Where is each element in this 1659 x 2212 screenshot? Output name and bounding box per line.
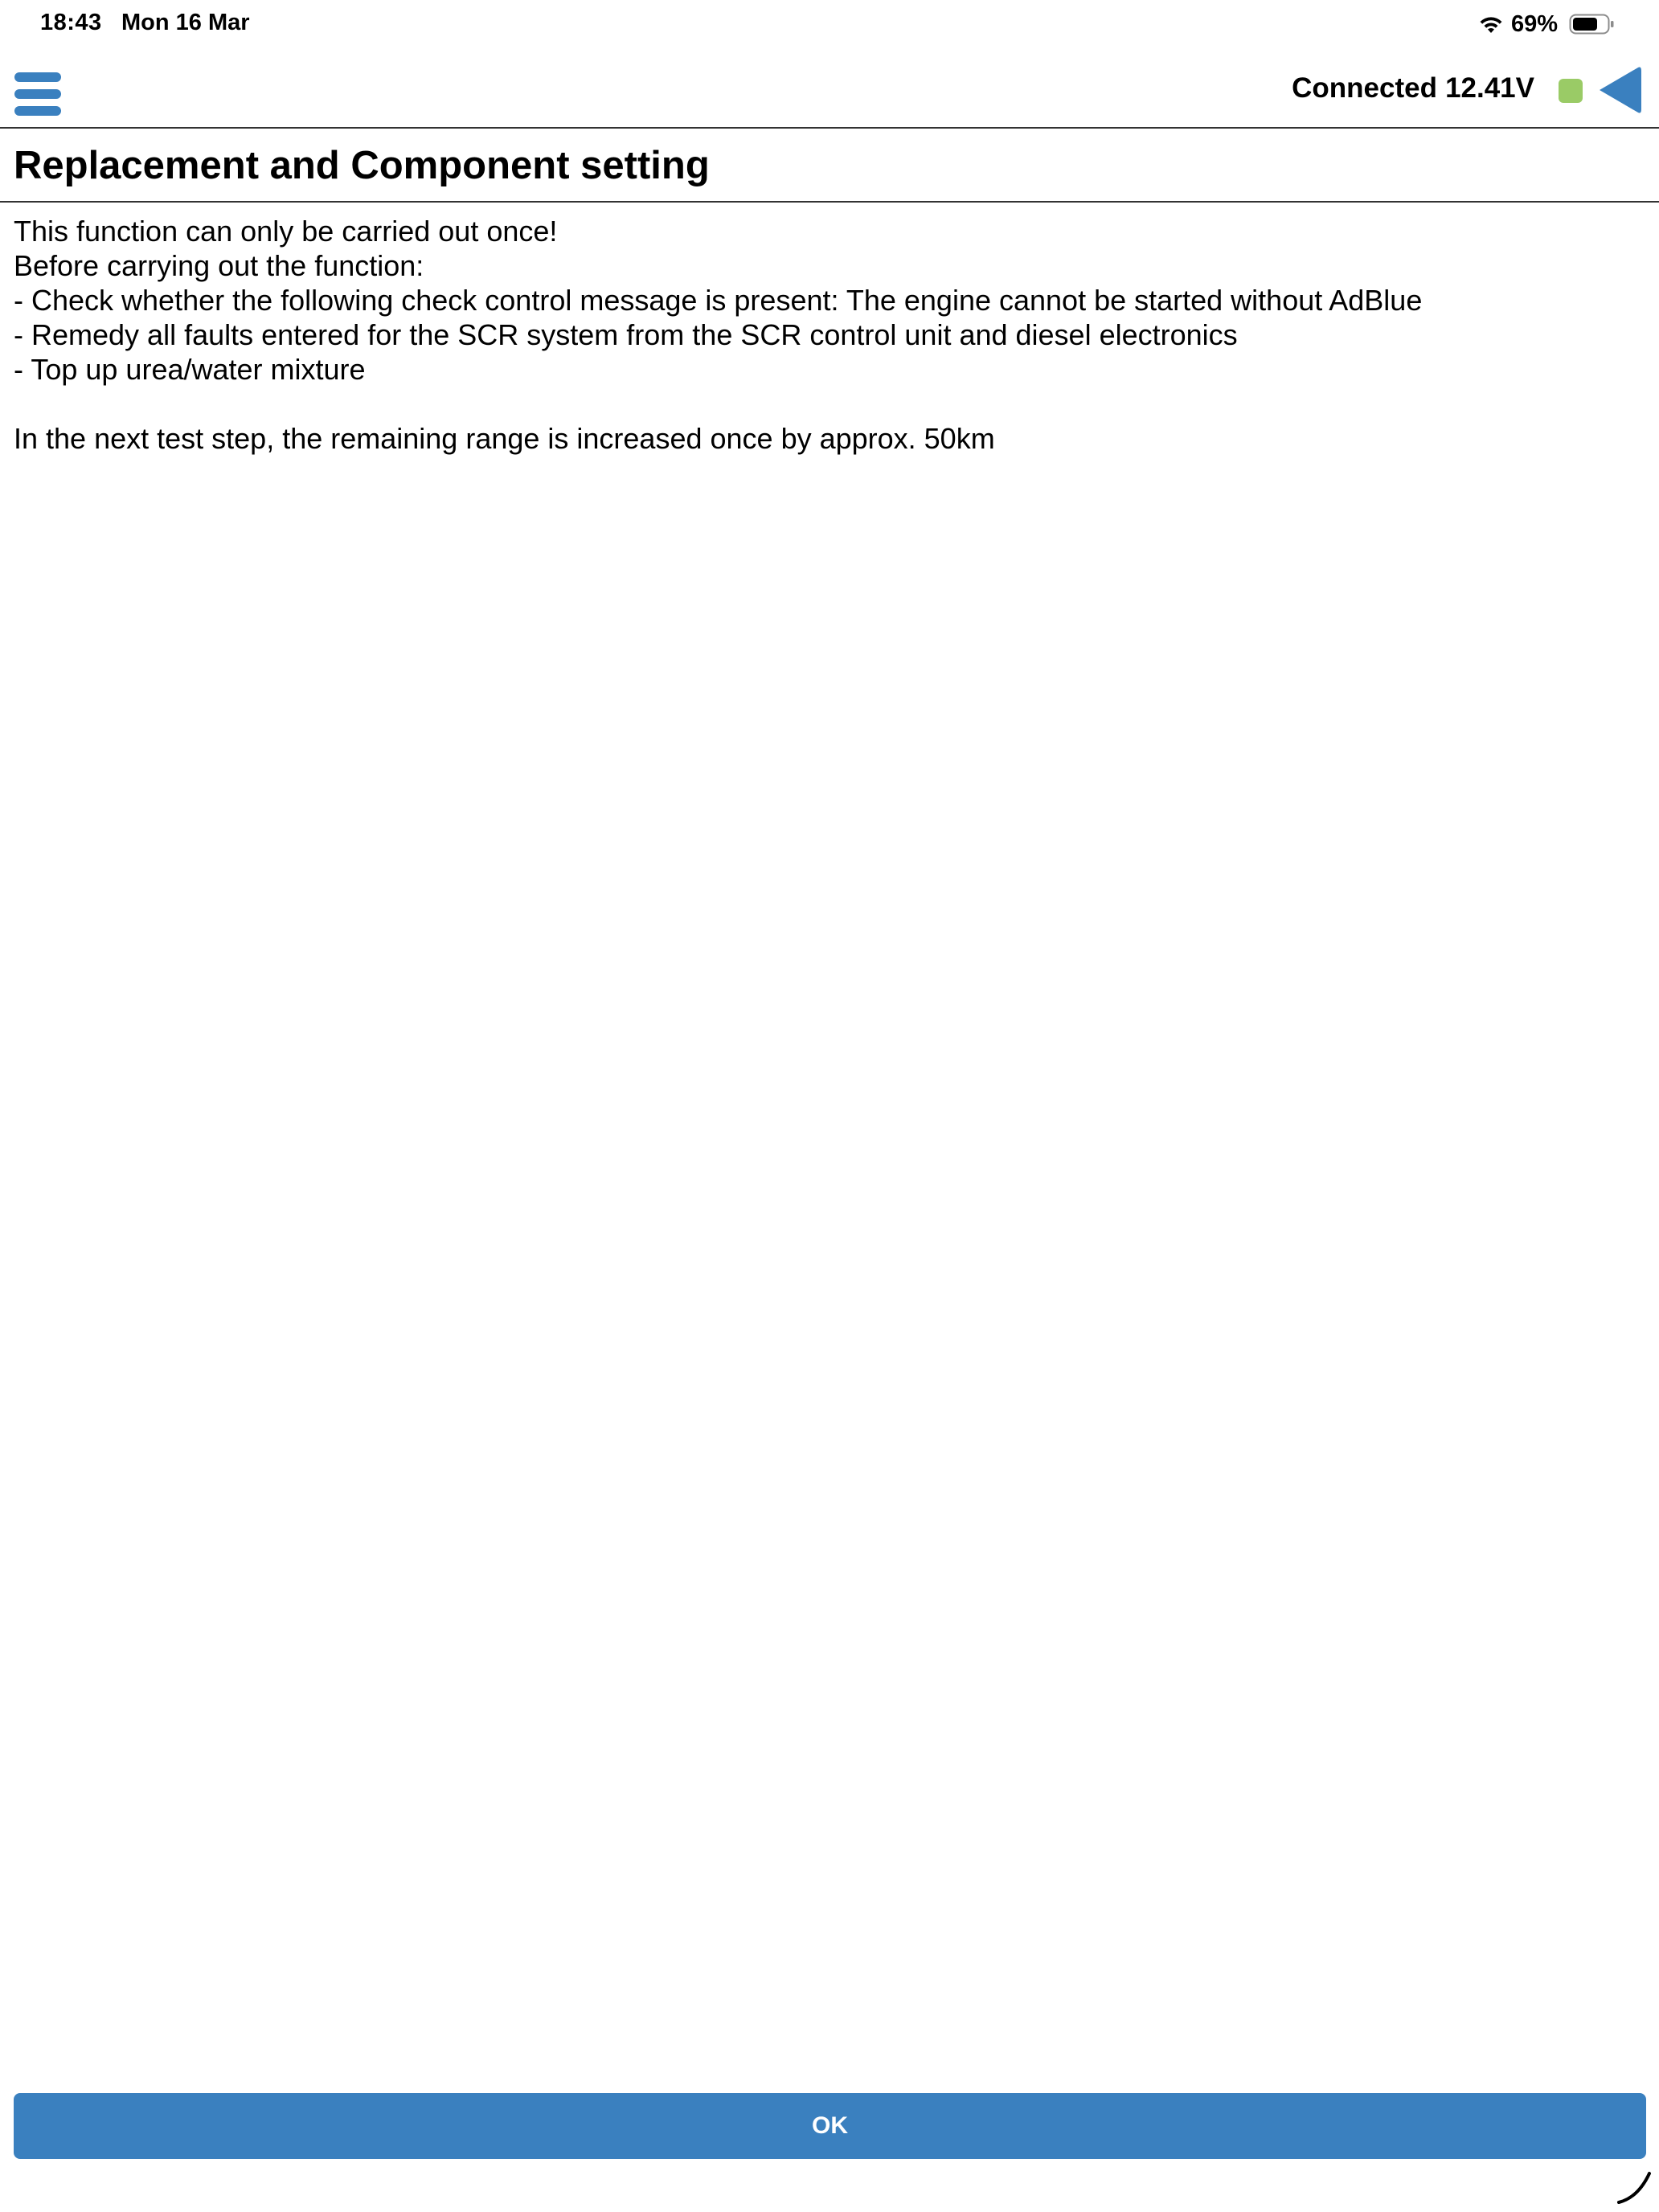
resize-handle-icon[interactable]	[1614, 2167, 1653, 2206]
instruction-line: Before carrying out the function:	[14, 249, 424, 282]
back-triangle-icon[interactable]	[1595, 64, 1643, 116]
battery-voltage: 12.41V	[1445, 72, 1534, 104]
range-note: In the next test step, the remaining range is increased once by approx. 50km	[14, 422, 995, 455]
hamburger-menu-icon[interactable]	[11, 61, 64, 117]
page-title: Replacement and Component setting	[14, 144, 710, 187]
connection-status: Connected	[1292, 72, 1437, 104]
instruction-text	[14, 214, 1637, 456]
status-indicators	[1477, 8, 1616, 40]
connection-indicator	[1559, 79, 1583, 103]
instruction-line: - Top up urea/water mixture	[14, 353, 366, 386]
battery-icon	[1569, 13, 1616, 35]
status-time: 18:43	[40, 10, 102, 35]
instruction-line: This function can only be carried out once!	[14, 215, 558, 248]
title-bar	[0, 129, 1659, 203]
wifi-icon	[1477, 14, 1505, 35]
instruction-line: - Check whether the following check control message is present: The engine cannot be started without AdBlue	[14, 284, 1423, 317]
status-bar	[0, 0, 1659, 53]
app-toolbar	[0, 53, 1659, 129]
paragraph-spacer	[14, 387, 1637, 421]
status-date: Mon 16 Mar	[121, 10, 250, 35]
instruction-line: - Remedy all faults entered for the SCR system from the SCR control unit and diesel electronics	[14, 318, 1238, 351]
battery-percent: 69%	[1510, 10, 1558, 37]
ok-button[interactable]: OK	[14, 2093, 1646, 2159]
